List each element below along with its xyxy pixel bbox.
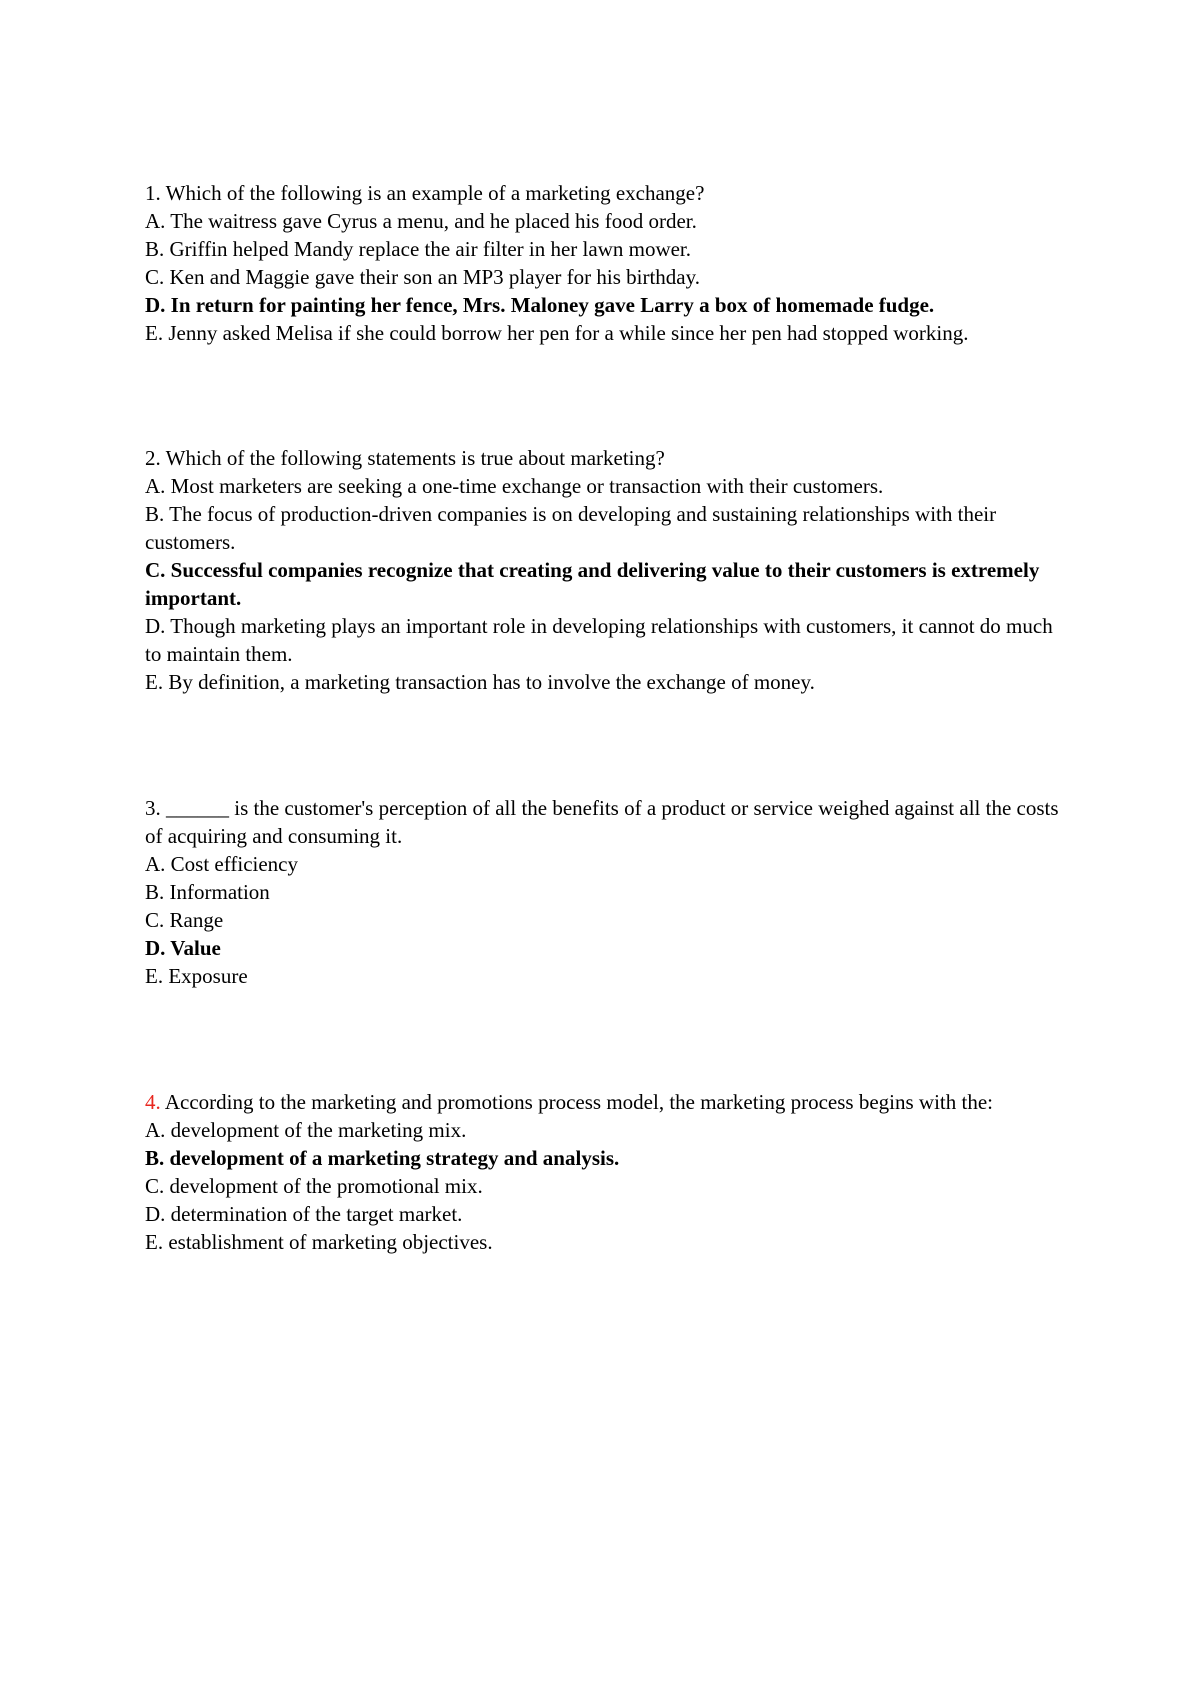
answer-option: A. The waitress gave Cyrus a menu, and he placed his food order. — [145, 209, 697, 233]
question-text: According to the marketing and promotions process model, the marketing process begins with the: — [164, 1090, 993, 1114]
question-stem — [145, 444, 1065, 472]
correct-answer-option: D. Value — [145, 936, 221, 960]
question-4 — [145, 1088, 1065, 1256]
question-text: Which of the following statements is true about marketing? — [165, 446, 665, 470]
answer-option: C. Range — [145, 908, 224, 932]
question-3 — [145, 794, 1065, 990]
question-number: 3. — [145, 796, 161, 820]
question-number: 1. — [145, 181, 161, 205]
question-stem — [145, 1088, 1065, 1116]
correct-answer-option: C. Successful companies recognize that creating and delivering value to their customers is extremely important. — [145, 558, 1040, 610]
answer-option: E. Exposure — [145, 964, 248, 988]
correct-answer-option: B. development of a marketing strategy and analysis. — [145, 1146, 620, 1170]
answer-option: B. The focus of production-driven companies is on developing and sustaining relationships with their customers. — [145, 502, 997, 554]
question-number: 2. — [145, 446, 161, 470]
question-stem — [145, 179, 1065, 207]
correct-answer-option: D. In return for painting her fence, Mrs. Maloney gave Larry a box of homemade fudge. — [145, 293, 935, 317]
question-2 — [145, 444, 1065, 696]
question-number: 4. — [145, 1090, 161, 1114]
answer-option: E. By definition, a marketing transaction has to involve the exchange of money. — [145, 670, 815, 694]
answer-option: D. Though marketing plays an important role in developing relationships with customers, it cannot do much to maintain them. — [145, 614, 1053, 666]
answer-option: A. development of the marketing mix. — [145, 1118, 467, 1142]
question-1 — [145, 179, 1065, 347]
question-text: ______ is the customer's perception of all the benefits of a product or service weighed against all the costs of acquiring and consuming it. — [145, 796, 1059, 848]
answer-option: C. Ken and Maggie gave their son an MP3 player for his birthday. — [145, 265, 701, 289]
answer-option: B. Information — [145, 880, 270, 904]
question-stem — [145, 794, 1065, 850]
answer-option: B. Griffin helped Mandy replace the air filter in her lawn mower. — [145, 237, 692, 261]
answer-option: A. Most marketers are seeking a one-time exchange or transaction with their customers. — [145, 474, 884, 498]
document-page — [145, 179, 1065, 1256]
answer-option: E. establishment of marketing objectives. — [145, 1230, 493, 1254]
answer-option: E. Jenny asked Melisa if she could borrow her pen for a while since her pen had stopped working. — [145, 321, 969, 345]
question-text: Which of the following is an example of a marketing exchange? — [165, 181, 705, 205]
answer-option: C. development of the promotional mix. — [145, 1174, 483, 1198]
answer-option: D. determination of the target market. — [145, 1202, 463, 1226]
answer-option: A. Cost efficiency — [145, 852, 298, 876]
